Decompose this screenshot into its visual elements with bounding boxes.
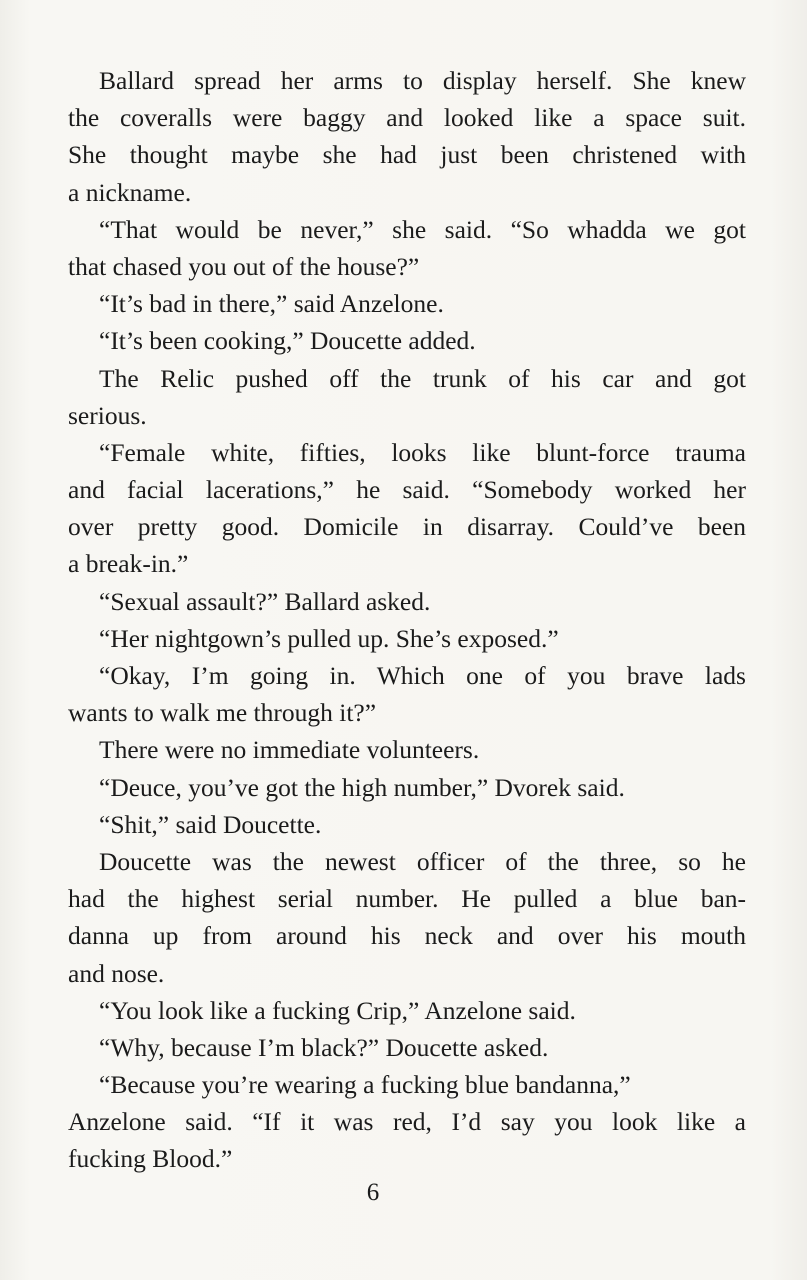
text-line: fucking Blood.” xyxy=(68,1144,233,1174)
text-line: “Because you’re wearing a fucking blue bandanna,” xyxy=(99,1070,631,1100)
text-line: “That would be never,” she said. “So whadda we got xyxy=(99,214,746,244)
text-line: that chased you out of the house?” xyxy=(68,251,420,281)
text-line: the coveralls were baggy and looked like a space suit. xyxy=(68,103,746,133)
text-line: serious. xyxy=(68,400,147,430)
text-line: wants to walk me through it?” xyxy=(68,698,377,728)
text-line: “You look like a fucking Crip,” Anzelone said. xyxy=(99,995,576,1025)
text-line: over pretty good. Domicile in disarray. Could’ve been xyxy=(68,512,746,542)
text-line: The Relic pushed off the trunk of his car and got xyxy=(99,363,746,393)
text-line: and nose. xyxy=(68,958,165,988)
body-text xyxy=(68,62,746,1178)
text-line: “Shit,” said Doucette. xyxy=(99,809,322,839)
text-line: Doucette was the newest officer of the three, so he xyxy=(99,846,746,876)
text-line: had the highest serial number. He pulled a blue ban- xyxy=(68,884,746,914)
text-line: Ballard spread her arms to display herself. She knew xyxy=(99,66,746,95)
text-line: “It’s been cooking,” Doucette added. xyxy=(99,326,476,356)
text-line: and facial lacerations,” he said. “Somebody worked her xyxy=(68,475,746,505)
text-line: danna up from around his neck and over his mouth xyxy=(68,921,746,951)
text-line: “Okay, I’m going in. Which one of you brave lads xyxy=(99,661,746,690)
text-line: There were no immediate volunteers. xyxy=(99,735,480,765)
text-line: a nickname. xyxy=(68,177,192,207)
text-line: “Sexual assault?” Ballard asked. xyxy=(99,586,431,616)
text-line: “Why, because I’m black?” Doucette asked. xyxy=(99,1032,549,1062)
text-line: “Deuce, you’ve got the high number,” Dvorek said. xyxy=(99,772,625,802)
page-number: 6 xyxy=(366,1179,380,1206)
text-line: a break-in.” xyxy=(68,549,189,579)
text-line: “Her nightgown’s pulled up. She’s exposed.” xyxy=(99,623,559,653)
text-line: “Female white, fifties, looks like blunt-force trauma xyxy=(99,437,746,467)
text-line: “It’s bad in there,” said Anzelone. xyxy=(99,289,444,319)
text-line: She thought maybe she had just been christened with xyxy=(68,140,746,170)
text-line: Anzelone said. “If it was red, I’d say you look like a xyxy=(68,1107,746,1137)
